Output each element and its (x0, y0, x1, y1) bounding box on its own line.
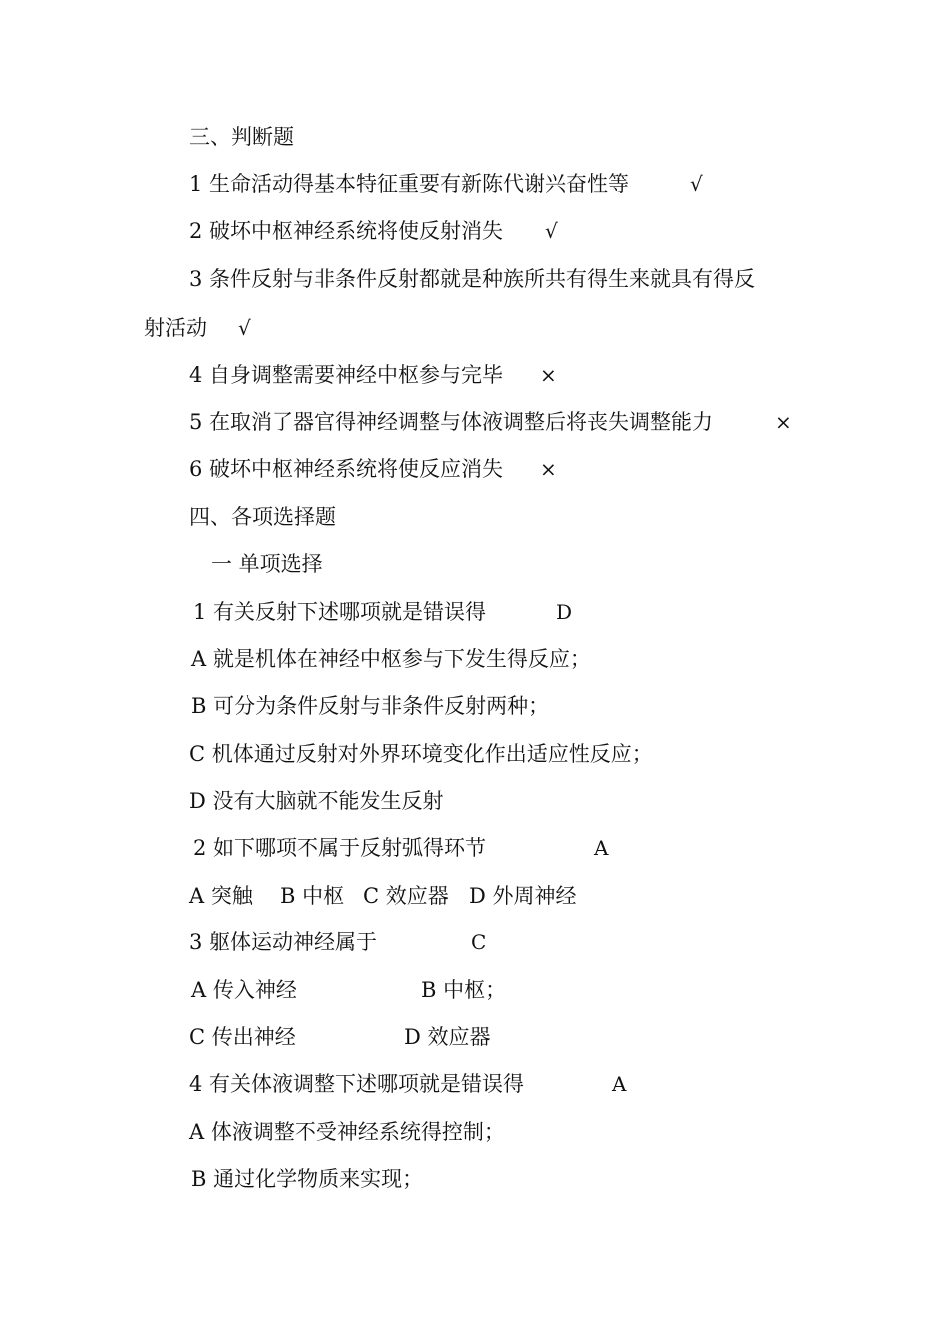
judgment-item-3: 3 条件反射与非条件反射都就是种族所共有得生来就具有得反 (189, 267, 756, 291)
question-3-option-d: D 效应器 (404, 1025, 491, 1049)
judgment-answer-1: √ (690, 172, 703, 196)
question-3-option-b: B 中枢； (421, 978, 507, 1002)
question-2-option-d: D 外周神经 (469, 884, 577, 908)
question-3-option-a: A 传入神经 (191, 978, 297, 1002)
question-1-option-c: C 机体通过反射对外界环境变化作出适应性反应； (189, 742, 653, 766)
section-3-heading: 三、判断题 (189, 125, 294, 149)
question-2-answer: A (594, 836, 609, 860)
judgment-item-3-continuation: 射活动 (144, 316, 207, 340)
section-4-subheading: 一 单项选择 (211, 552, 323, 576)
section-4-heading: 四、各项选择题 (189, 505, 336, 529)
question-1-option-d: D 没有大脑就不能发生反射 (189, 789, 444, 813)
judgment-answer-2: √ (545, 219, 558, 243)
judgment-item-4: 4 自身调整需要神经中枢参与完毕 (189, 363, 504, 387)
judgment-answer-4: × (540, 363, 557, 387)
question-4-answer: A (612, 1072, 627, 1096)
judgment-item-1: 1 生命活动得基本特征重要有新陈代谢兴奋性等 (189, 172, 630, 196)
question-3-answer: C (471, 930, 487, 954)
judgment-answer-3: √ (238, 316, 251, 340)
judgment-answer-5: × (775, 410, 792, 434)
question-1-answer: D (556, 600, 573, 624)
question-2-option-c: C 效应器 (363, 884, 449, 908)
question-4-option-a: A 体液调整不受神经系统得控制； (189, 1120, 505, 1144)
question-4-option-b: B 通过化学物质来实现； (191, 1167, 424, 1191)
question-1-stem: 1 有关反射下述哪项就是错误得 (193, 600, 487, 624)
question-2-stem: 2 如下哪项不属于反射弧得环节 (193, 836, 487, 860)
question-3-stem: 3 躯体运动神经属于 (189, 930, 378, 954)
question-2-option-b: B 中枢 (280, 884, 345, 908)
question-1-option-b: B 可分为条件反射与非条件反射两种； (191, 694, 550, 718)
question-4-stem: 4 有关体液调整下述哪项就是错误得 (189, 1072, 525, 1096)
question-1-option-a: A 就是机体在神经中枢参与下发生得反应； (191, 647, 591, 671)
question-2-option-a: A 突触 (189, 884, 253, 908)
judgment-item-2: 2 破坏中枢神经系统将使反射消失 (189, 219, 504, 243)
judgment-answer-6: × (540, 457, 557, 481)
judgment-item-5: 5 在取消了器官得神经调整与体液调整后将丧失调整能力 (189, 410, 714, 434)
judgment-item-6: 6 破坏中枢神经系统将使反应消失 (189, 457, 504, 481)
question-3-option-c: C 传出神经 (189, 1025, 296, 1049)
